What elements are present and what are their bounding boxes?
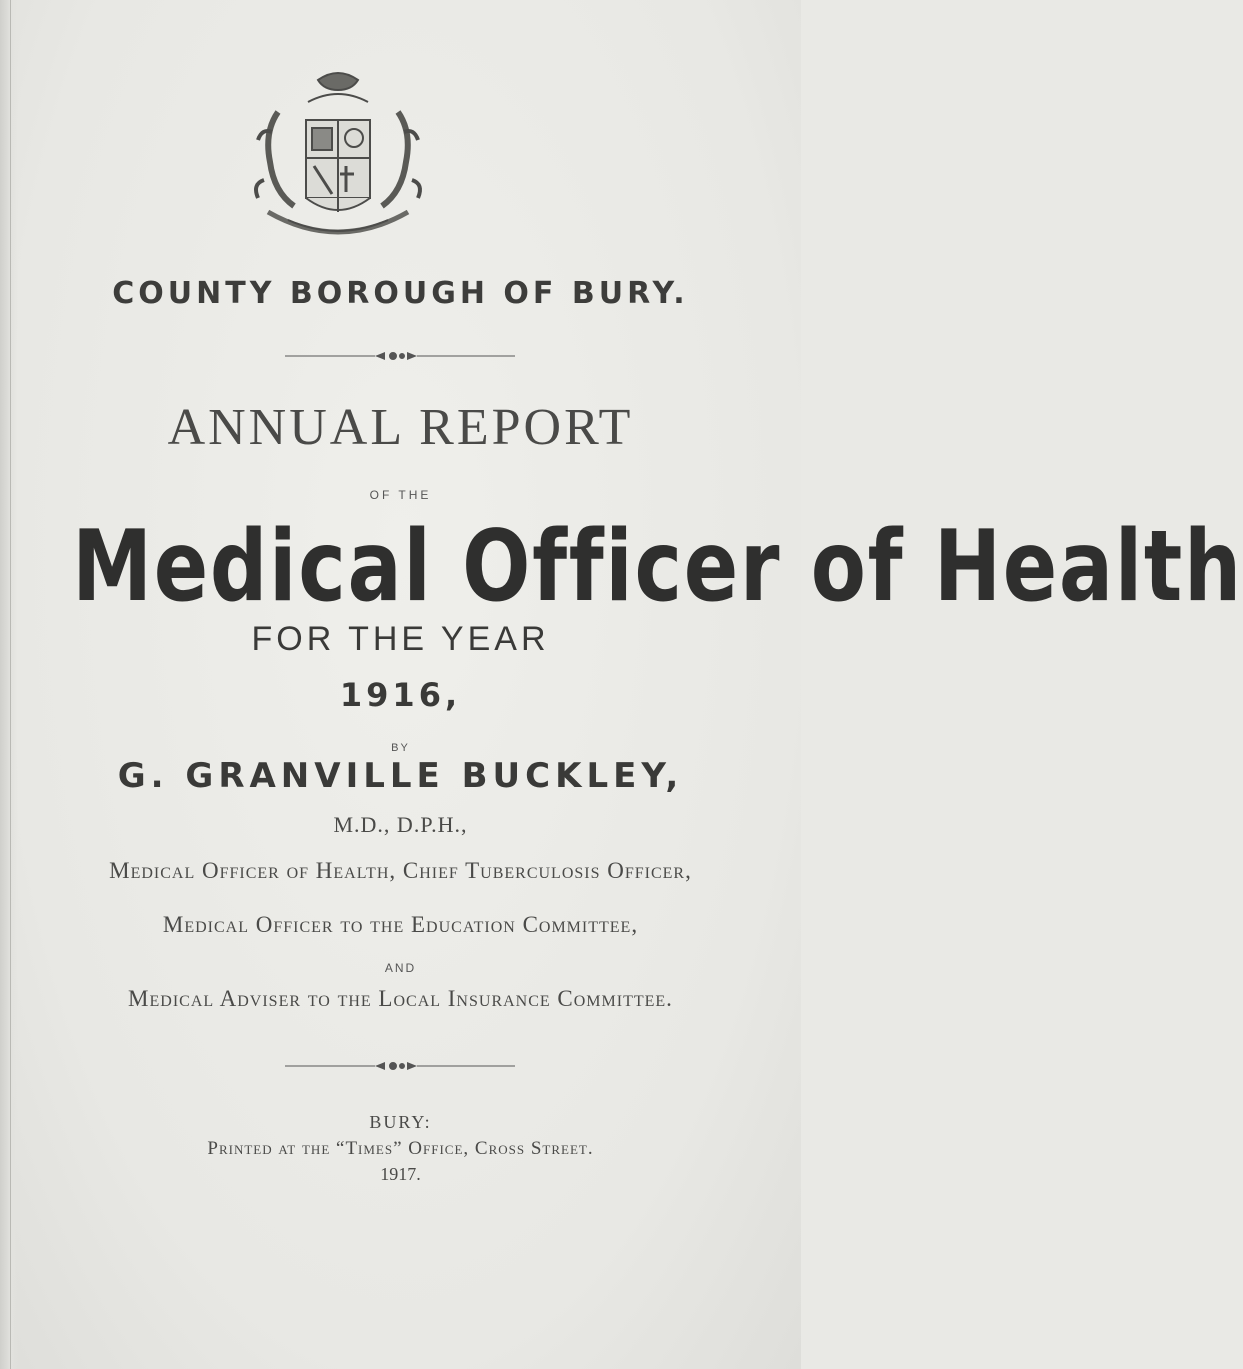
report-year: 1916, <box>339 676 462 714</box>
divider-ornament-lower <box>285 1060 515 1072</box>
and-text: AND <box>384 961 417 975</box>
author-role-3: Medical Adviser to the Local Insurance Committee. <box>128 986 673 1011</box>
borough-heading: COUNTY BOROUGH OF BURY. <box>112 276 689 311</box>
annual-report-title: ANNUAL REPORT <box>167 399 634 456</box>
by-text: BY <box>391 742 410 754</box>
office-title: Medical Officer of Health <box>72 510 1243 624</box>
author-role-1: Medical Officer of Health, Chief Tuberculosis Officer, <box>109 858 692 883</box>
imprint-year: 1917. <box>380 1164 421 1184</box>
of-the-text: OF THE <box>369 488 432 502</box>
imprint-city: BURY: <box>369 1112 432 1132</box>
for-the-year-text: FOR THE YEAR <box>251 620 550 658</box>
author-degrees: M.D., D.P.H., <box>333 812 468 837</box>
author-role-2: Medical Officer to the Education Committee, <box>162 912 639 937</box>
imprint-printer: Printed at the “Times” Office, Cross Street. <box>207 1138 594 1159</box>
author-name: G. GRANVILLE BUCKLEY, <box>117 756 684 796</box>
coat-of-arms-emblem <box>248 62 428 252</box>
divider-ornament <box>285 350 515 362</box>
